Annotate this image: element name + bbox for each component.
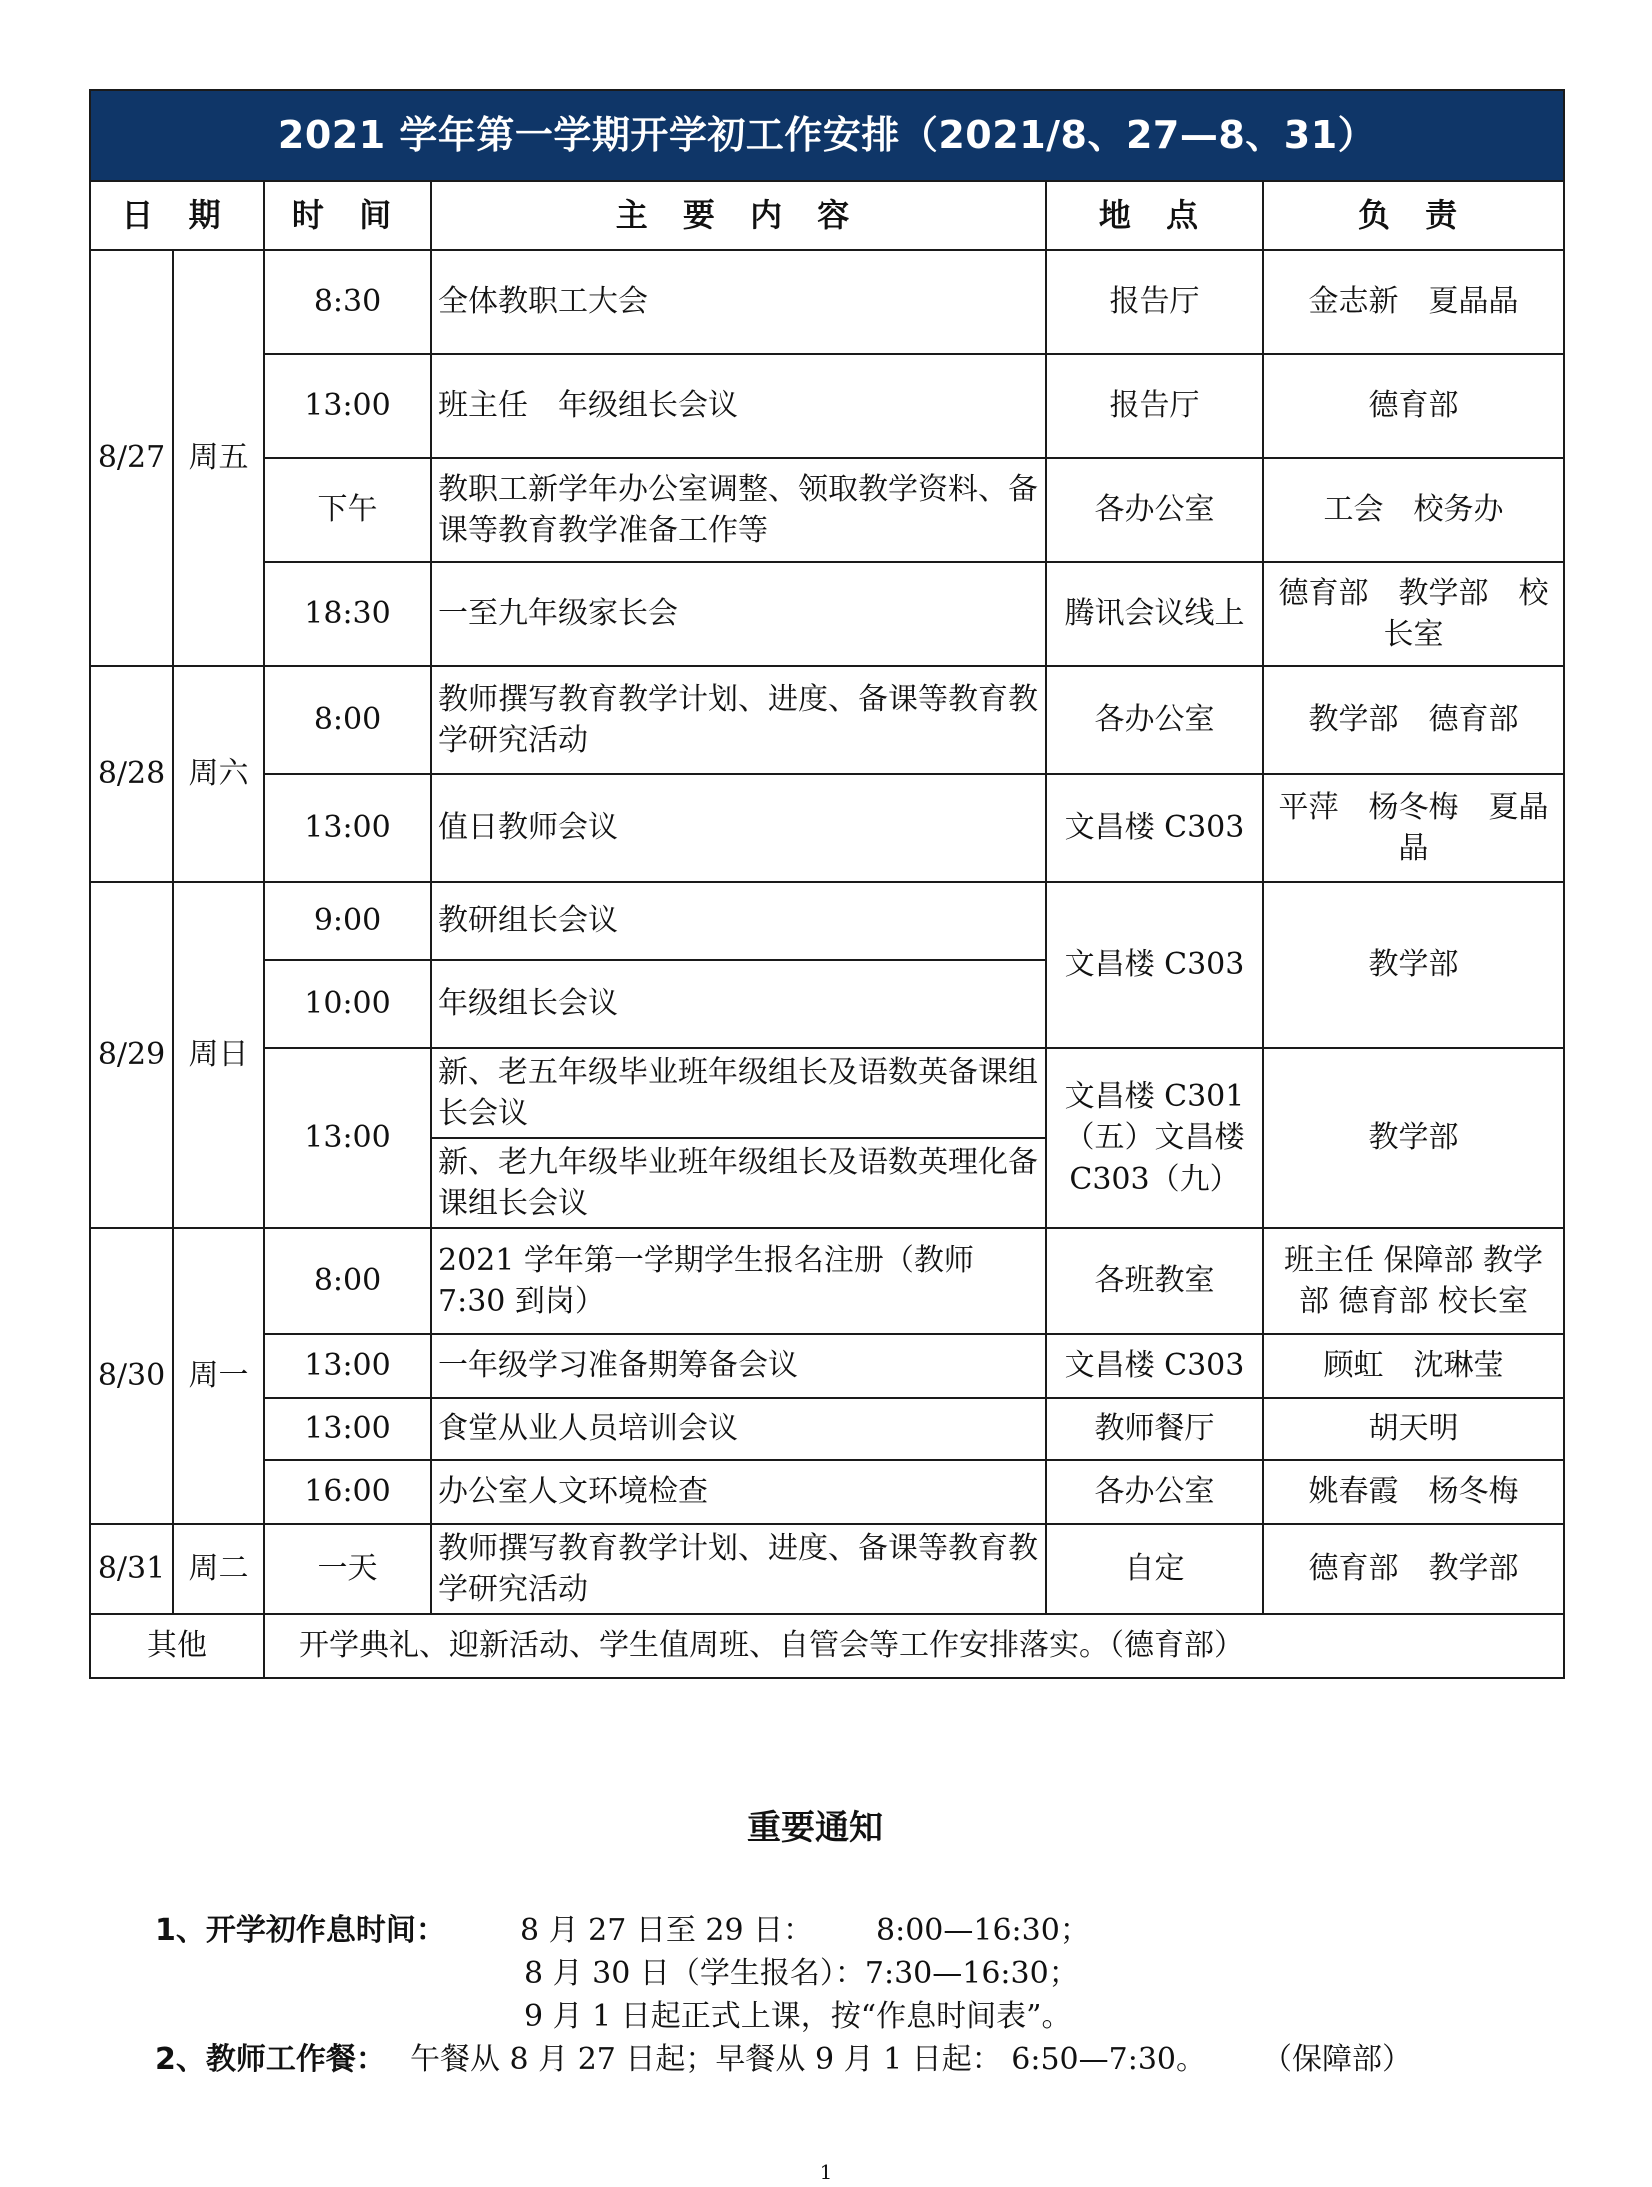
place-cell: 文昌楼 C303 <box>1046 882 1263 1048</box>
time-cell: 一天 <box>264 1524 431 1614</box>
time-cell: 13:00 <box>264 1334 431 1398</box>
notice-item1-line2: 8 月 30 日（学生报名）：7:30—16:30； <box>524 1956 1079 1991</box>
owner-cell: 教学部 <box>1263 882 1564 1048</box>
table-row <box>90 882 1564 960</box>
header-owner: 负 责 <box>1263 181 1564 250</box>
notice-item1-line3: 9 月 1 日起正式上课，按“作息时间表”。 <box>524 1999 1072 2034</box>
header-content: 主 要 内 容 <box>431 181 1046 250</box>
owner-cell: 班主任 保障部 教学部 德育部 校长室 <box>1263 1228 1564 1334</box>
owner-cell: 工会 校务办 <box>1263 458 1564 562</box>
place-cell: 各办公室 <box>1046 458 1263 562</box>
time-cell: 13:00 <box>264 354 431 458</box>
owner-cell: 金志新 夏晶晶 <box>1263 250 1564 354</box>
place-cell: 文昌楼 C301（五）文昌楼 C303（九） <box>1046 1048 1263 1228</box>
table-row <box>90 774 1564 882</box>
header-date: 日 期 <box>90 181 264 250</box>
owner-cell: 平萍 杨冬梅 夏晶晶 <box>1263 774 1564 882</box>
owner-cell: 教学部 <box>1263 1048 1564 1228</box>
time-cell: 13:00 <box>264 774 431 882</box>
content-cell: 2021 学年第一学期学生报名注册（教师 7:30 到岗） <box>431 1228 1046 1334</box>
notice-item1-line1-date: 8 月 27 日至 29 日： <box>520 1913 814 1948</box>
notice-item2-text: 午餐从 8 月 27 日起；早餐从 9 月 1 日起： 6:50—7:30。 <box>410 2042 1206 2077</box>
weekday-cell: 周二 <box>173 1524 264 1614</box>
schedule-table <box>89 89 1565 1679</box>
table-row <box>90 1048 1564 1138</box>
title-row <box>90 90 1564 181</box>
table-row <box>90 1334 1564 1398</box>
place-cell: 腾讯会议线上 <box>1046 562 1263 666</box>
notice-item2-label: 2、教师工作餐： <box>155 2042 386 2077</box>
table-row <box>90 458 1564 562</box>
page-number: 1 <box>819 2160 833 2184</box>
owner-cell: 德育部 教学部 <box>1263 1524 1564 1614</box>
content-cell: 教师撰写教育教学计划、进度、备课等教育教学研究活动 <box>431 1524 1046 1614</box>
date-cell: 8/31 <box>90 1524 173 1614</box>
weekday-cell: 周五 <box>173 250 264 666</box>
place-cell: 文昌楼 C303 <box>1046 774 1263 882</box>
owner-cell: 德育部 <box>1263 354 1564 458</box>
place-cell: 各班教室 <box>1046 1228 1263 1334</box>
other-row <box>90 1614 1564 1678</box>
time-cell: 下午 <box>264 458 431 562</box>
content-cell: 一年级学习准备期筹备会议 <box>431 1334 1046 1398</box>
place-cell: 文昌楼 C303 <box>1046 1334 1263 1398</box>
table-title: 2021 学年第一学期开学初工作安排（2021/8、27—8、31） <box>90 90 1564 181</box>
content-cell: 新、老九年级毕业班年级组长及语数英理化备课组长会议 <box>431 1138 1046 1228</box>
content-cell: 教职工新学年办公室调整、领取教学资料、备课等教育教学准备工作等 <box>431 458 1046 562</box>
table-row <box>90 1398 1564 1460</box>
owner-cell: 顾虹 沈琳莹 <box>1263 1334 1564 1398</box>
place-cell: 报告厅 <box>1046 354 1263 458</box>
notice-item2-note: （保障部） <box>1262 2042 1412 2077</box>
content-cell: 办公室人文环境检查 <box>431 1460 1046 1524</box>
time-cell: 10:00 <box>264 960 431 1048</box>
time-cell: 8:30 <box>264 250 431 354</box>
other-text: 开学典礼、迎新活动、学生值周班、自管会等工作安排落实。（德育部） <box>264 1614 1564 1678</box>
weekday-cell: 周六 <box>173 666 264 882</box>
other-label: 其他 <box>90 1614 264 1678</box>
date-cell: 8/30 <box>90 1228 173 1524</box>
content-cell: 年级组长会议 <box>431 960 1046 1048</box>
header-place: 地 点 <box>1046 181 1263 250</box>
content-cell: 教师撰写教育教学计划、进度、备课等教育教学研究活动 <box>431 666 1046 774</box>
content-cell: 食堂从业人员培训会议 <box>431 1398 1046 1460</box>
owner-cell: 胡天明 <box>1263 1398 1564 1460</box>
header-row <box>90 181 1564 250</box>
table-row <box>90 1460 1564 1524</box>
header-time: 时 间 <box>264 181 431 250</box>
owner-cell: 教学部 德育部 <box>1263 666 1564 774</box>
owner-cell: 德育部 教学部 校长室 <box>1263 562 1564 666</box>
content-cell: 值日教师会议 <box>431 774 1046 882</box>
content-cell: 新、老五年级毕业班年级组长及语数英备课组长会议 <box>431 1048 1046 1138</box>
time-cell: 8:00 <box>264 1228 431 1334</box>
table-row <box>90 562 1564 666</box>
place-cell: 各办公室 <box>1046 666 1263 774</box>
table-row <box>90 250 1564 354</box>
owner-cell: 姚春霞 杨冬梅 <box>1263 1460 1564 1524</box>
content-cell: 一至九年级家长会 <box>431 562 1046 666</box>
date-cell: 8/27 <box>90 250 173 666</box>
time-cell: 13:00 <box>264 1398 431 1460</box>
date-cell: 8/28 <box>90 666 173 882</box>
time-cell: 8:00 <box>264 666 431 774</box>
notice-title: 重要通知 <box>747 1808 883 1848</box>
notice-item1-line1-time: 8:00—16:30； <box>876 1913 1090 1948</box>
place-cell: 教师餐厅 <box>1046 1398 1263 1460</box>
table-row <box>90 1228 1564 1334</box>
time-cell: 18:30 <box>264 562 431 666</box>
content-cell: 全体教职工大会 <box>431 250 1046 354</box>
weekday-cell: 周一 <box>173 1228 264 1524</box>
notice-item1-label: 1、开学初作息时间： <box>155 1913 446 1948</box>
place-cell: 报告厅 <box>1046 250 1263 354</box>
content-cell: 教研组长会议 <box>431 882 1046 960</box>
date-cell: 8/29 <box>90 882 173 1228</box>
place-cell: 各办公室 <box>1046 1460 1263 1524</box>
table-row <box>90 666 1564 774</box>
time-cell: 16:00 <box>264 1460 431 1524</box>
content-cell: 班主任 年级组长会议 <box>431 354 1046 458</box>
table-row <box>90 354 1564 458</box>
table-row <box>90 1524 1564 1614</box>
time-cell: 13:00 <box>264 1048 431 1228</box>
time-cell: 9:00 <box>264 882 431 960</box>
weekday-cell: 周日 <box>173 882 264 1228</box>
place-cell: 自定 <box>1046 1524 1263 1614</box>
